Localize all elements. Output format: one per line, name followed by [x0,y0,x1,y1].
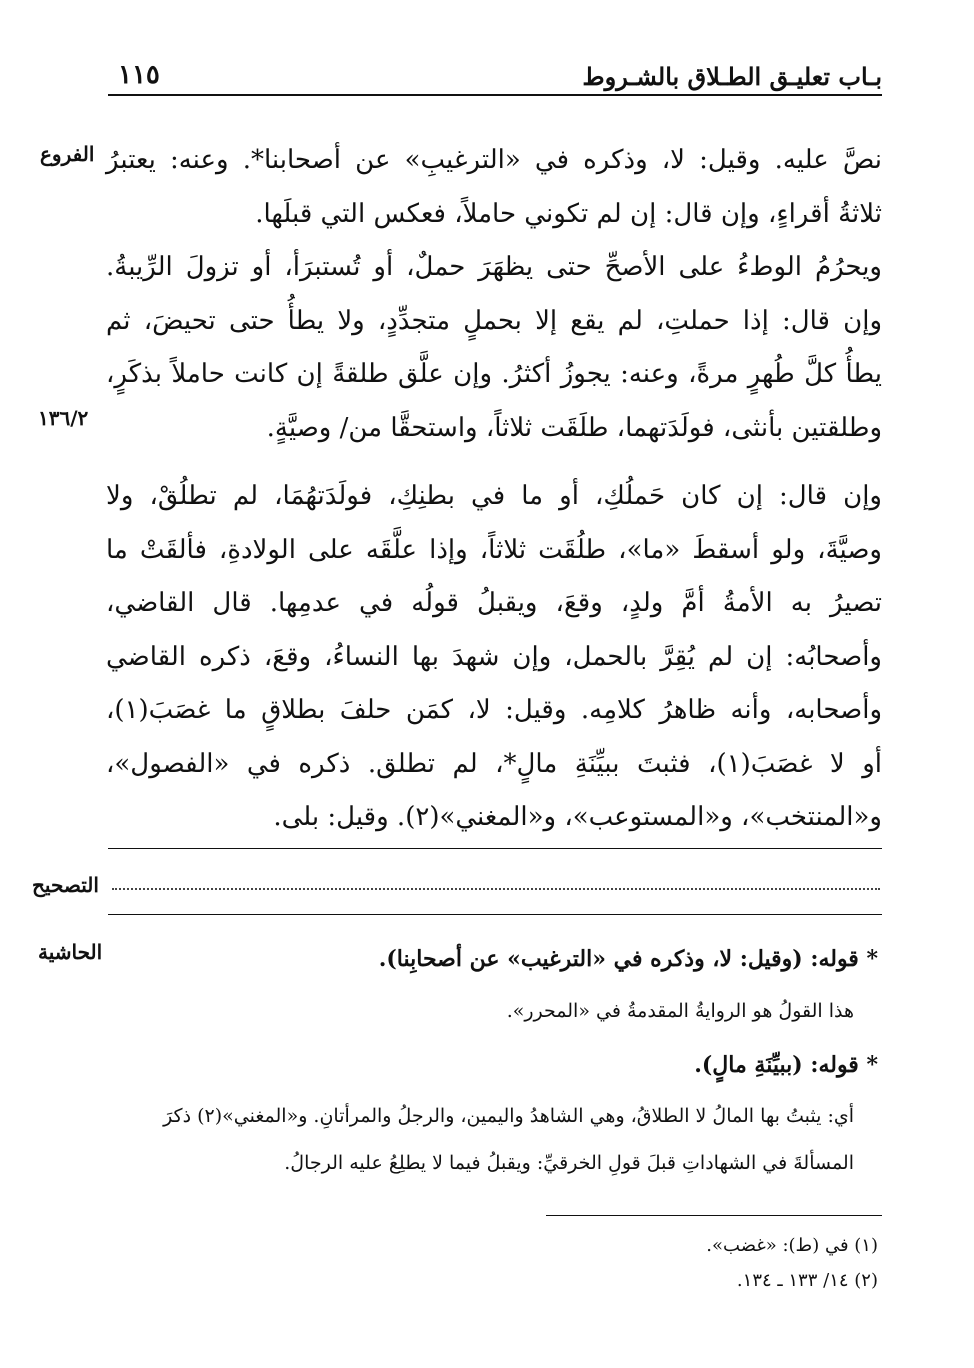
text-line: و«المنتخب»، و«المستوعب»، و«المغني»(٢). وقيل: بلى. [273,802,882,832]
paragraph [106,134,882,241]
main-text [106,134,882,845]
side-label-furu: الفروع [40,142,95,166]
header-rule [108,94,882,96]
paragraph [106,470,882,845]
side-label-tashih: التصحيح [32,873,99,897]
page-number: ١١٥ [118,60,160,90]
text-line: وأصحابه، وأنه ظاهرُ كلامِه. وقيل: لا، كمَن حلفَ بطلاقٍ ما غصَبَ(١)، [106,695,882,725]
hashiya-note-heading: * قوله: (ببيِّنَةِ مالٍ). [694,1052,878,1078]
text-line: ثلاثةُ أقراءٍ، وإن قال: إن لم تكوني حاملاً، فعكس التي قبلَها. [255,198,882,229]
hashiya-note-body: المسألةَ في الشهاداتِ قبلَ قولِ الخرقيِّ: ويقبلُ فيما لا يطلِعُ عليه الرجالُ. [284,1152,854,1174]
page-marker: ١٣٦/٢ [38,406,89,430]
text-line: وطلقتين بأنثى، فولَدَتهما، طلَقَت ثلاثاً، واستحقَّا من/ وصيَّةٍ. [266,412,882,443]
hashiya-note-body: هذا القولُ هو الروايةُ المقدمةُ في «المحرر». [506,1000,854,1022]
text-line: وإن قال: إن كان حَملُكِ، أو ما في بطنِكِ، فولَدَتهُمَا، لم تطلُقْ، ولا [106,481,882,511]
footnote-rule [546,1215,882,1216]
section-rule [108,914,882,915]
side-label-hashiya: الحاشية [38,940,103,964]
paragraph [106,241,882,455]
tashih-dotted-line [112,888,880,890]
text-line: ويحرُمُ الوطءُ على الأصحِّ حتى يظهَرَ حملٌ، أو تُستبرَأ، أو تزولَ الرِّيبةُ. [106,252,882,282]
text-line: وصيَّةَ، ولو أسقطَ «ما»، طلُقَت ثلاثاً، وإذا علَّقَه على الولادةِ، فألقَتْ ما [106,534,882,565]
hashiya-note-heading: * قوله: (وقيل: لا، وذكره في «الترغيب» عن أصحابِنا). [378,946,878,972]
text-line: وإن قال: إذا حملتِ، لم يقع إلا بحملٍ متجدِّدٍ، ولا يطأُ حتى تحيضَ، ثم [106,305,882,336]
text-line: نصَّ عليه. وقيل: لا، وذكره في «الترغيبِ» عن أصحابنا*. وعنه: يعتبرُ [106,145,882,175]
section-rule [108,848,882,849]
text-line: تصيرُ به الأمةُ أمَّ ولدٍ، وقعَ، ويقبلُ قولُه في عدمِها. قال القاضي، [106,588,882,618]
chapter-title: بـاب تعليـق الطـلاق بالشـروط [582,62,882,91]
text-line: أو لا غصَبَ(١)، فثبتَ ببيِّنَةِ مالٍ*، لم تطلق. ذكره في «الفصول»، [106,748,882,779]
text-line: وأصحابُه: إن لم يُقِرَّ بالحمل، وإن شهدَ بها النساءُ، وقعَ، ذكره القاضي [106,641,882,672]
footnote: (٢) ١٤/ ١٣٣ ـ ١٣٤. [736,1270,878,1291]
text-line: يطأُ كلَّ طُهرٍ مرةً، وعنه: يجوزُ أكثرُ. وإن علَّق طلقةً إن كانت حاملاً بذكَرٍ، [106,359,882,389]
footnote: (١) في (ط): «غضب». [706,1235,878,1256]
hashiya-note-body: أي: يثبتُ بها المالُ لا الطلاقُ، وهي الشاهدُ واليمين، والرجلُ والمرأتانِ. و«المغني»(٢) ذكرَ [163,1105,854,1127]
